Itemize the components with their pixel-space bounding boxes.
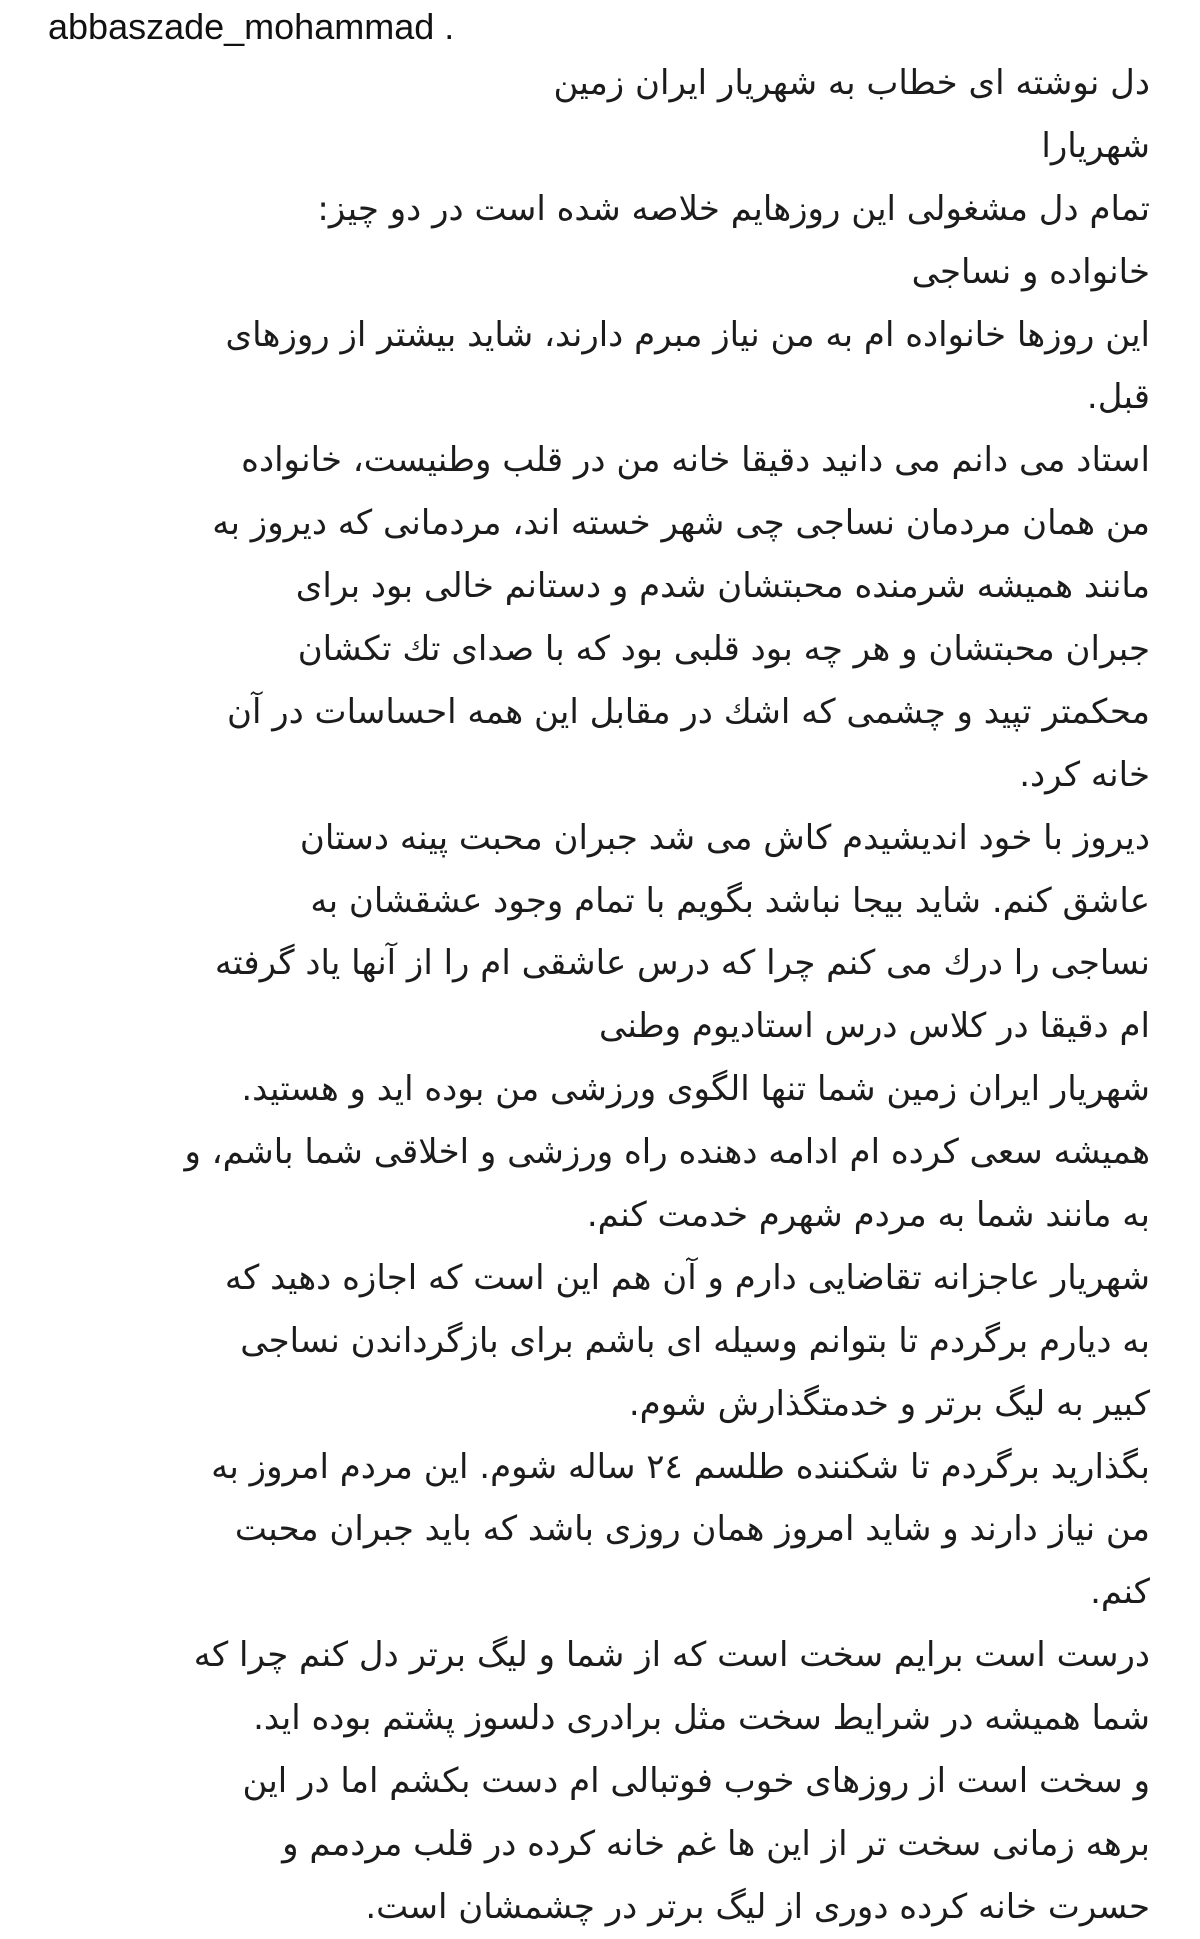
caption-line: شهریارا <box>1041 125 1150 166</box>
caption-line: به مانند شما به مردم شهرم خدمت کنم. <box>586 1195 1150 1236</box>
caption-line: برهه زمانی سخت تر از این ها غم خانه کرده در قلب مردمم و <box>282 1823 1150 1864</box>
caption-line: کبیر به لیگ برتر و خدمتگذارش شوم. <box>628 1383 1150 1424</box>
post-header <box>48 2 454 52</box>
caption-line: مانند همیشه شرمنده محبتشان شدم و دستانم خالی بود برای <box>295 566 1150 607</box>
caption-line: کنم. <box>1090 1572 1150 1613</box>
caption-line: قبل. <box>1086 377 1150 418</box>
caption-line: من همان مردمان نساجی چی شهر خسته اند، مردمانی که دیروز به <box>212 503 1150 544</box>
caption-line: حسرت خانه کرده دوری از لیگ برتر در چشمشان است. <box>365 1886 1150 1927</box>
caption-line: ام دقیقا در کلاس درس استادیوم وطنی <box>598 1006 1150 1047</box>
caption-line: این روزها خانواده ام به من نیاز مبرم دارند، شاید بیشتر از روزهای <box>225 314 1150 355</box>
caption-line: دیروز با خود اندیشیدم کاش می شد جبران محبت پینه دستان <box>299 817 1150 858</box>
caption-line: همیشه سعی کرده ام ادامه دهنده راه ورزشی و اخلاقی شما باشم، و <box>184 1132 1150 1173</box>
caption-text <box>60 52 1150 1939</box>
caption-line: تمام دل مشغولی این روزهایم خلاصه شده است در دو چیز: <box>317 188 1150 229</box>
caption-line: خانواده و نساجی <box>911 251 1150 292</box>
caption-line: خانه کرد. <box>1019 754 1150 795</box>
caption-line: بگذارید برگردم تا شکننده طلسم ٢٤ ساله شوم. این مردم امروز به <box>211 1446 1150 1487</box>
caption-line: من نیاز دارند و شاید امروز همان روزی باشد که باید جبران محبت <box>234 1509 1150 1550</box>
username-suffix: . <box>444 6 455 47</box>
caption-line: شهریار عاجزانه تقاضایی دارم و آن هم این است که اجازه دهید که <box>224 1257 1150 1298</box>
caption-line: به دیارم برگردم تا بتوانم وسیله ای باشم برای بازگرداندن نساجی <box>240 1320 1150 1361</box>
caption-line: محکمتر تپید و چشمی که اشك در مقابل این همه احساسات در آن <box>226 691 1150 732</box>
caption-line: دل نوشته ای خطاب به شهریار ایران زمین <box>553 63 1150 103</box>
caption-line: استاد می دانم می دانید دقیقا خانه من در قلب وطنیست، خانواده <box>241 440 1150 481</box>
caption-line: درست است برایم سخت است که از شما و لیگ برتر دل کنم چرا که <box>193 1635 1150 1676</box>
caption-line: شما همیشه در شرایط سخت مثل برادری دلسوز پشتم بوده اید. <box>253 1698 1150 1739</box>
caption-line: جبران محبتشان و هر چه بود قلبی بود که با صدای تك تکشان <box>297 629 1150 670</box>
caption-line: نساجی را درك می کنم چرا که درس عاشقی ام را از آنها یاد گرفته <box>214 943 1150 984</box>
caption-line: شهریار ایران زمین شما تنها الگوی ورزشی من بوده اید و هستید. <box>241 1069 1150 1110</box>
caption-line: عاشق کنم. شاید بیجا نباشد بگویم با تمام وجود عشقشان به <box>310 880 1150 921</box>
caption-line: و سخت است از روزهای خوب فوتبالی ام دست بکشم اما در این <box>242 1761 1150 1802</box>
username-link[interactable]: abbaszade_mohammad <box>48 6 435 47</box>
